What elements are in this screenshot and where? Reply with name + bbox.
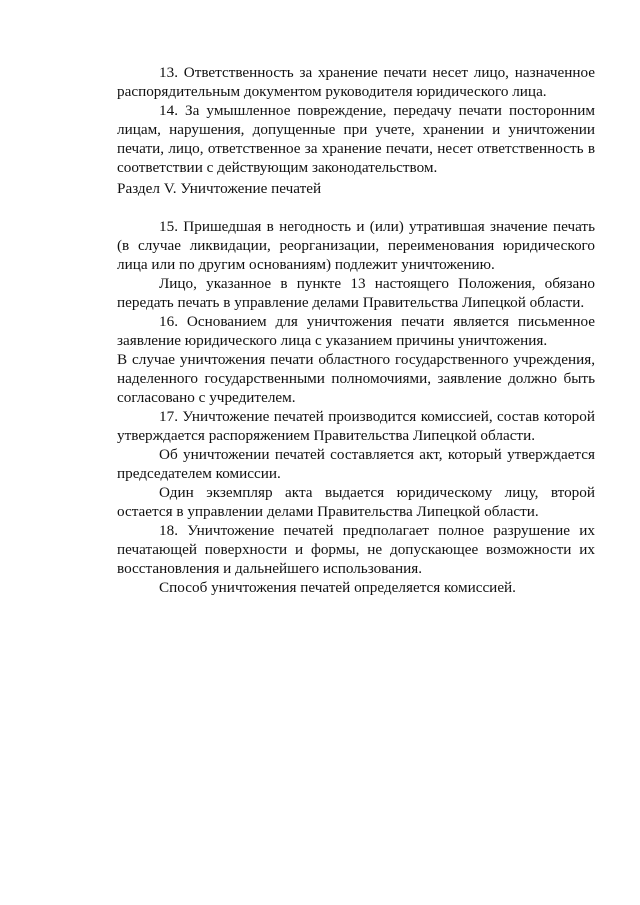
paragraph-17: 17. Уничтожение печатей производится комиссией, состав которой утверждается распоряжением Правительства Липецкой области. <box>117 408 595 444</box>
paragraph-17-act: Об уничтожении печатей составляется акт, который утверждается председателем комиссии. <box>117 446 595 482</box>
paragraph-16: 16. Основанием для уничтожения печати является письменное заявление юридического лица с указанием причины уничтожения. <box>117 313 595 349</box>
paragraph-18-method: Способ уничтожения печатей определяется комиссией. <box>159 579 516 596</box>
paragraph-13: 13. Ответственность за хранение печати несет лицо, назначенное распорядительным документом руководителя юридического лица. <box>117 64 595 100</box>
paragraph-14: 14. За умышленное повреждение, передачу печати посторонним лицам, нарушения, допущенные при учете, хранении и уничтожении печати, лицо, ответственное за хранение печати, несет ответственность в соответствии с действующим законодательством. <box>117 102 595 176</box>
section-v-heading-block <box>117 179 595 198</box>
section-heading: Раздел V. Уничтожение печатей <box>117 180 322 197</box>
paragraph-15: 15. Пришедшая в негодность и (или) утратившая значение печать (в случае ликвидации, реорганизации, переименования юридического лица или по другим основаниям) подлежит уничтожению. <box>117 218 595 273</box>
paragraph-18: 18. Уничтожение печатей предполагает полное разрушение их печатающей поверхности и формы, не допускающее возможности их восстановления и дальнейшего использования. <box>117 522 595 577</box>
section-iv-tail <box>117 63 595 177</box>
paragraph-17-copies: Один экземпляр акта выдается юридическому лицу, второй остается в управлении делами Правительства Липецкой области. <box>117 484 595 520</box>
paragraph-16-continued: В случае уничтожения печати областного государственного учреждения, наделенного государственными полномочиями, заявление должно быть согласовано с учредителем. <box>117 351 595 406</box>
section-v-body <box>117 217 595 597</box>
paragraph-15-continued: Лицо, указанное в пункте 13 настоящего Положения, обязано передать печать в управление делами Правительства Липецкой области. <box>117 275 595 311</box>
